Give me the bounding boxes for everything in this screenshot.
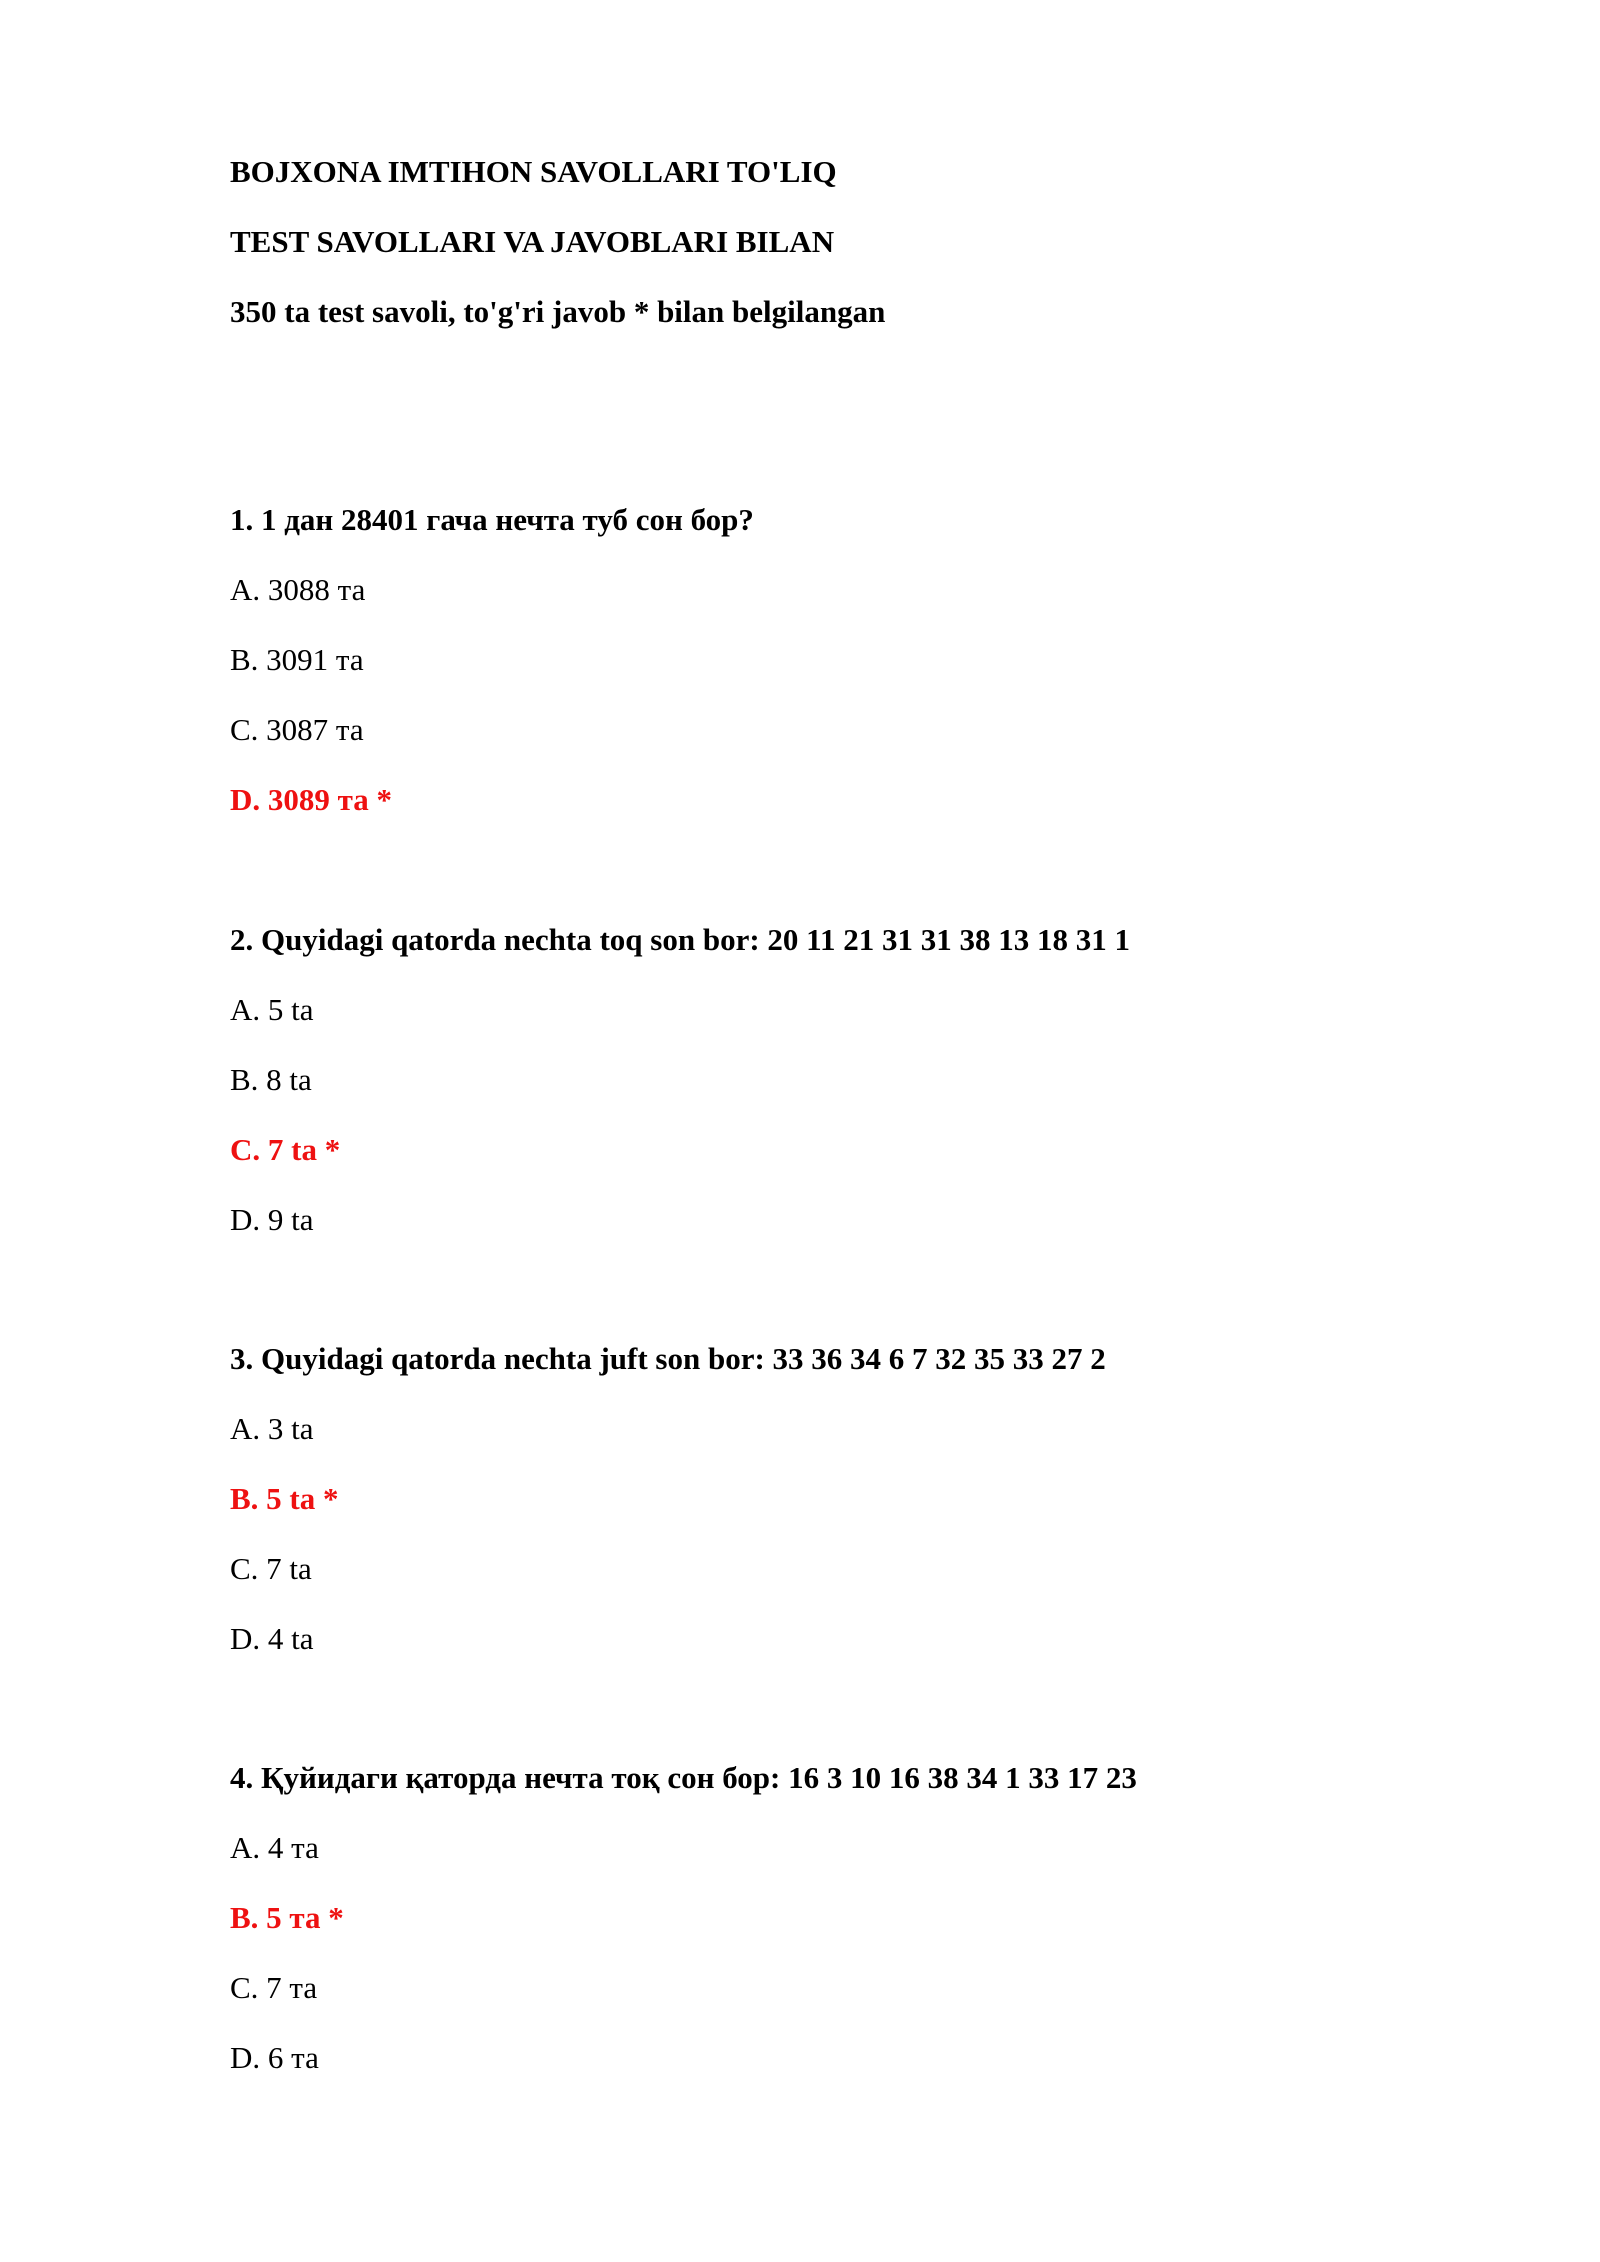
question-1-option-a: A. 3088 та: [230, 572, 366, 607]
question-3-text: 3. Quyidagi qatorda nechta juft son bor: 33 36 34 6 7 32 35 33 27 2: [230, 1341, 1106, 1376]
question-4-option-c: C. 7 та: [230, 1970, 318, 2005]
question-3-option-c: C. 7 ta: [230, 1551, 312, 1586]
question-4-option-b-correct: B. 5 та *: [230, 1900, 344, 1935]
question-1-option-d-correct: D. 3089 та *: [230, 782, 392, 817]
document-title-line-1: BOJXONA IMTIHON SAVOLLARI TO'LIQ: [230, 154, 837, 189]
question-1-option-b: B. 3091 та: [230, 642, 364, 677]
question-4-option-a: A. 4 та: [230, 1830, 319, 1865]
question-1-text: 1. 1 дан 28401 гача нечта туб сон бор?: [230, 502, 754, 537]
question-2-option-b: B. 8 ta: [230, 1062, 312, 1097]
question-2-option-d: D. 9 ta: [230, 1202, 314, 1237]
document-title-line-2: TEST SAVOLLARI VA JAVOBLARI BILAN: [230, 224, 835, 259]
question-4-text: 4. Қуйидаги қаторда нечта тоқ сон бор: 16 3 10 16 38 34 1 33 17 23: [230, 1760, 1137, 1795]
question-3-option-a: A. 3 ta: [230, 1411, 314, 1446]
question-3-option-b-correct: B. 5 ta *: [230, 1481, 339, 1516]
question-4-option-d: D. 6 та: [230, 2040, 319, 2075]
question-2-option-c-correct: C. 7 ta *: [230, 1132, 341, 1167]
question-3-option-d: D. 4 ta: [230, 1621, 314, 1656]
question-1-option-c: C. 3087 та: [230, 712, 364, 747]
document-subtitle: 350 ta test savoli, to'g'ri javob * bilan belgilangan: [230, 294, 886, 329]
question-2-option-a: A. 5 ta: [230, 992, 314, 1027]
question-2-text: 2. Quyidagi qatorda nechta toq son bor: 20 11 21 31 31 38 13 18 31 1: [230, 922, 1130, 957]
